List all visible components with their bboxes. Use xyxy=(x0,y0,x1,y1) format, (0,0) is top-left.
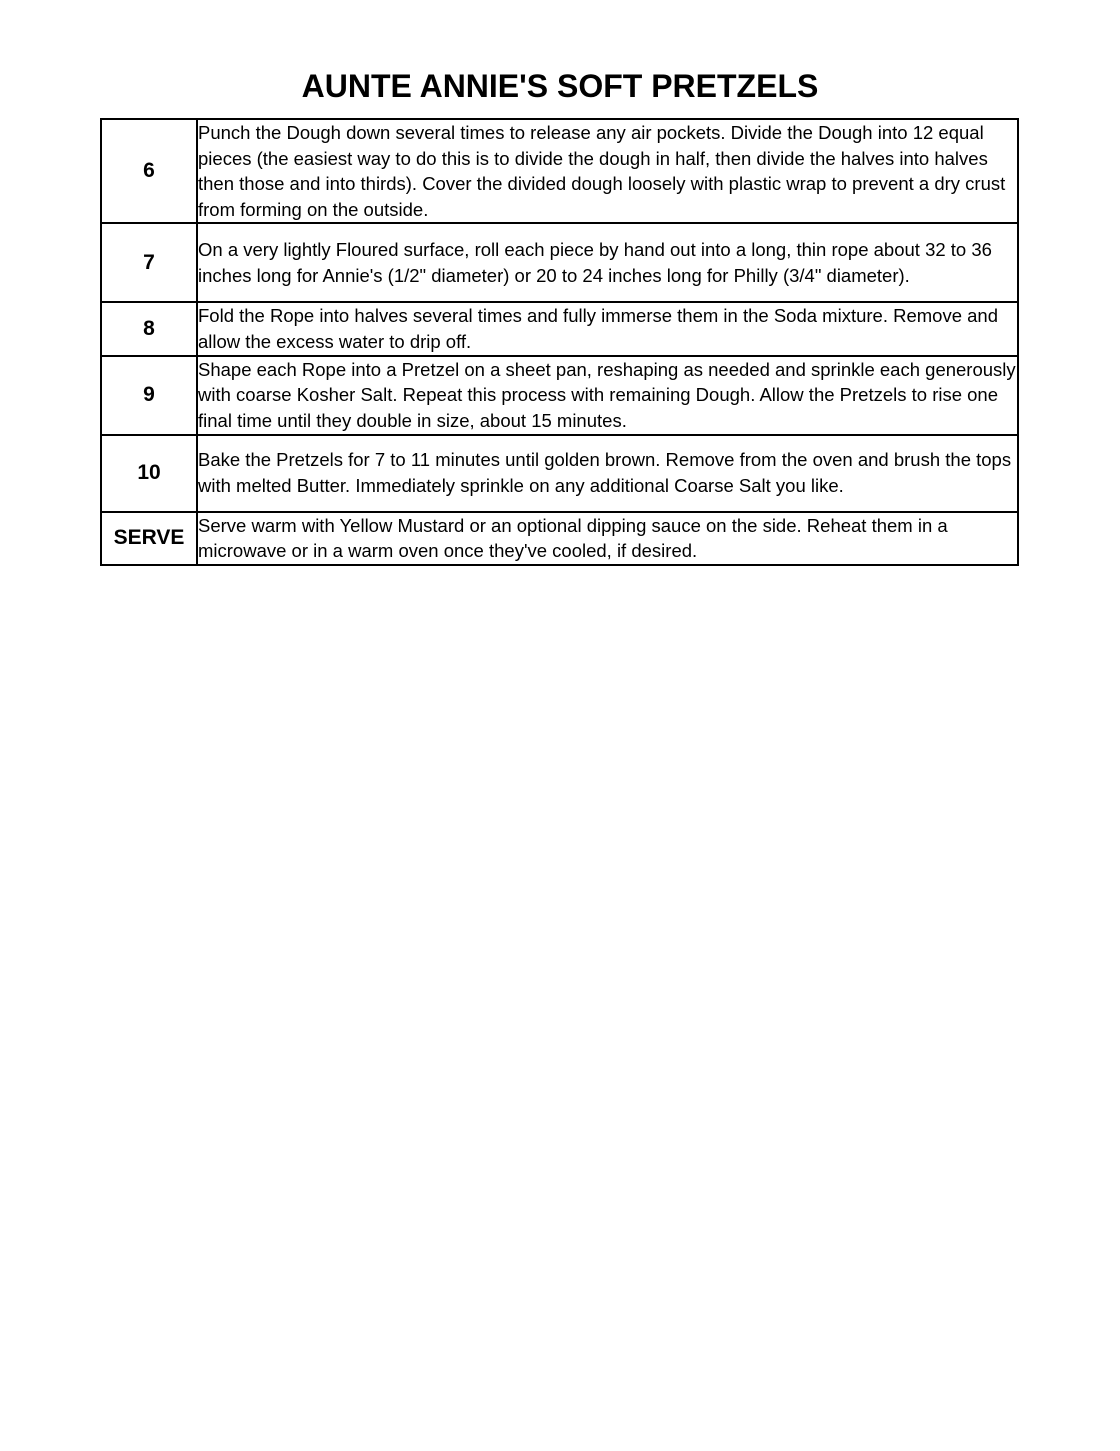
table-row xyxy=(101,119,1018,223)
table-row xyxy=(101,356,1018,435)
table-row xyxy=(101,223,1018,302)
step-instruction: On a very lightly Floured surface, roll each piece by hand out into a long, thin rope about 32 to 36 inches long for Annie's (1/2" diameter) or 20 to 24 inches long for Philly (3/4" diameter). xyxy=(197,223,1018,302)
step-number: 9 xyxy=(101,356,197,435)
table-row xyxy=(101,435,1018,512)
step-instruction: Serve warm with Yellow Mustard or an optional dipping sauce on the side. Reheat them in a microwave or in a warm oven once they've cooled, if desired. xyxy=(197,512,1018,565)
step-instruction: Shape each Rope into a Pretzel on a sheet pan, reshaping as needed and sprinkle each generously with coarse Kosher Salt. Repeat this process with remaining Dough. Allow the Pretzels to rise one final time until they double in size, about 15 minutes. xyxy=(197,356,1018,435)
recipe-steps-table xyxy=(100,118,1019,566)
step-number: 10 xyxy=(101,435,197,512)
table-row xyxy=(101,512,1018,565)
step-number: 7 xyxy=(101,223,197,302)
step-instruction: Fold the Rope into halves several times and fully immerse them in the Soda mixture. Remove and allow the excess water to drip off. xyxy=(197,302,1018,355)
step-number: 6 xyxy=(101,119,197,223)
step-number: SERVE xyxy=(101,512,197,565)
table-row xyxy=(101,302,1018,355)
step-number: 8 xyxy=(101,302,197,355)
step-instruction: Punch the Dough down several times to release any air pockets. Divide the Dough into 12 equal pieces (the easiest way to do this is to divide the dough in half, then divide the halves into halves then those and into thirds). Cover the divided dough loosely with plastic wrap to prevent a dry crust from forming on the outside. xyxy=(197,119,1018,223)
step-instruction: Bake the Pretzels for 7 to 11 minutes until golden brown. Remove from the oven and brush the tops with melted Butter. Immediately sprinkle on any additional Coarse Salt you like. xyxy=(197,435,1018,512)
page-title: AUNTE ANNIE'S SOFT PRETZELS xyxy=(301,68,819,104)
